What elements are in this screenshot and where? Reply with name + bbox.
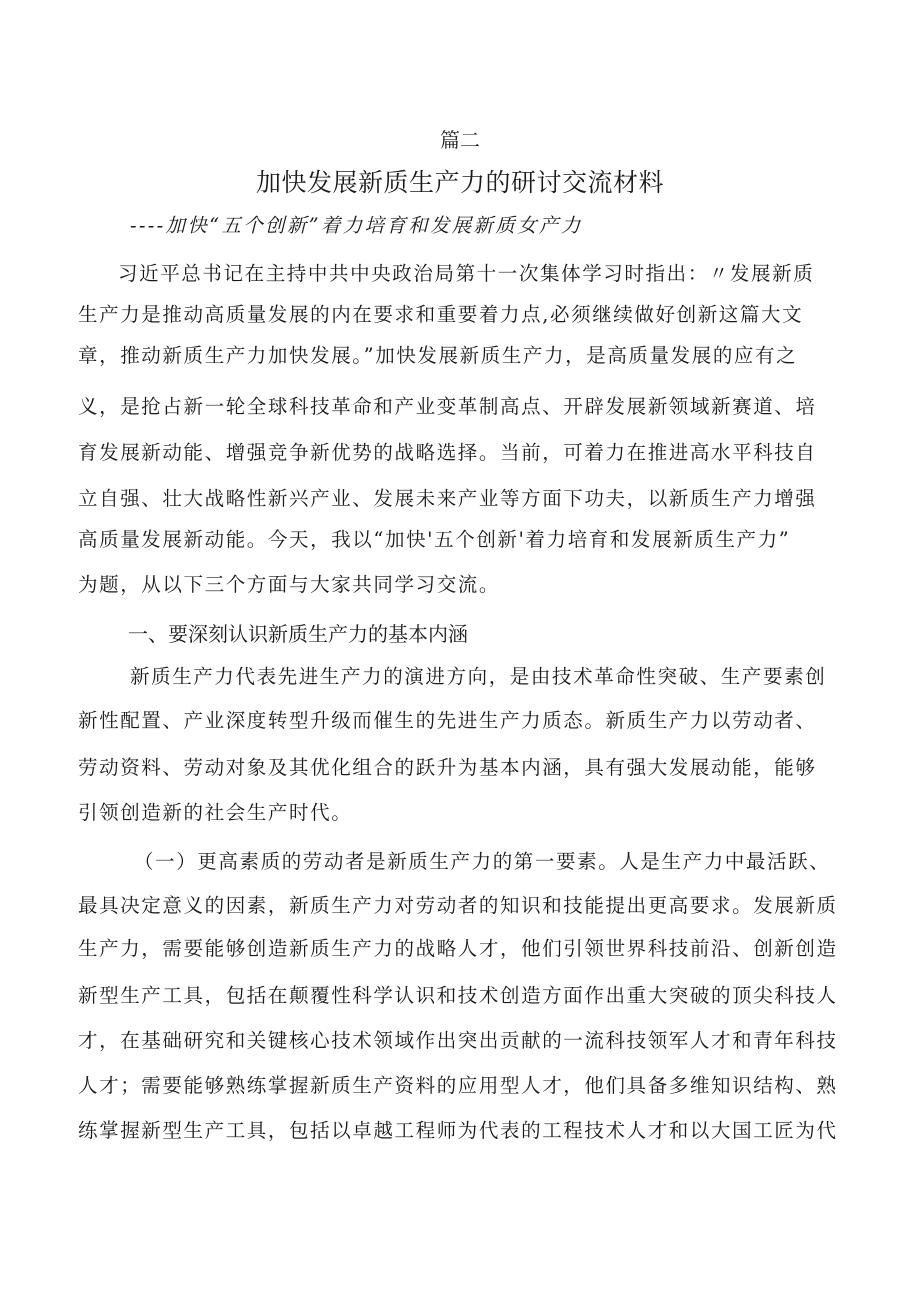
paragraph-line: 人才；需要能够熟练掌握新质生产资料的应用型人才，他们具备多维知识结构、熟 [78, 1074, 838, 1097]
paragraph-line: 生产力是推动高质量发展的内在要求和重要着力点,必须继续做好创新这篇大文 [78, 303, 804, 326]
paragraph-line: 育发展新动能、增强竞争新优势的战略选择。当前，可着力在推进高水平科技自 [78, 441, 817, 464]
paragraph-line: 才，在基础研究和关键核心技术领域作出突出贡献的一流科技领军人才和青年科技 [78, 1029, 838, 1052]
document-title: 加快发展新质生产力的研讨交流材料 [255, 168, 664, 197]
paragraph-line: 章，推动新质生产力加快发展。”加快发展新质生产力，是高质量发展的应有之 [78, 344, 798, 367]
section-heading: 一、要深刻认识新质生产力的基本内涵 [128, 622, 468, 646]
paragraph-line: 习近平总书记在主持中共中央政治局第十一次集体学习时指出：〃发展新质 [118, 262, 815, 285]
paragraph-line: 新性配置、产业深度转型升级而催生的先进生产力质态。新质生产力以劳动者、 [78, 709, 817, 732]
paragraph-line: 最具决定意义的因素，新质生产力对劳动者的知识和技能提出更高要求。发展新质 [78, 894, 838, 917]
paragraph-line: 义，是抢占新一轮全球科技革命和产业变革制高点、开辟发展新领域新赛道、培 [78, 395, 817, 418]
paragraph-line: （一）更高素质的劳动者是新质生产力的第一要素。人是生产力中最活跃、 [134, 850, 831, 873]
document-subtitle: ----加快“五个创新”着力培育和发展新质女产力 [130, 214, 583, 237]
paragraph-line: 生产力，需要能够创造新质生产力的战略人才，他们引领世界科技前沿、创新创造 [78, 937, 838, 960]
paragraph-line: 练掌握新型生产工具，包括以卓越工程师为代表的工程技术人才和以大国工匠为代 [78, 1119, 838, 1142]
paragraph-line: 高质量发展新动能。今天，我以“加快'五个创新'着力培育和发展新质生产力” [78, 528, 791, 551]
paragraph-line: 为题，从以下三个方面与大家共同学习交流。 [78, 573, 501, 596]
paragraph-line: 引领创造新的社会生产时代。 [78, 801, 353, 824]
paragraph-line: 立自强、壮大战略性新兴产业、发展未来产业等方面下功夫，以新质生产力增强 [78, 487, 817, 510]
paragraph-line: 劳动资料、劳动对象及其优化组合的跃升为基本内涵，具有强大发展动能，能够 [78, 756, 817, 779]
paragraph-line: 新型生产工具，包括在颠覆性科学认识和技术创造方面作出重大突破的顶尖科技人 [78, 984, 838, 1007]
paragraph-line: 新质生产力代表先进生产力的演进方向，是由技术革命性突破、生产要素创 [130, 665, 827, 688]
section-label: 篇二 [440, 128, 480, 152]
